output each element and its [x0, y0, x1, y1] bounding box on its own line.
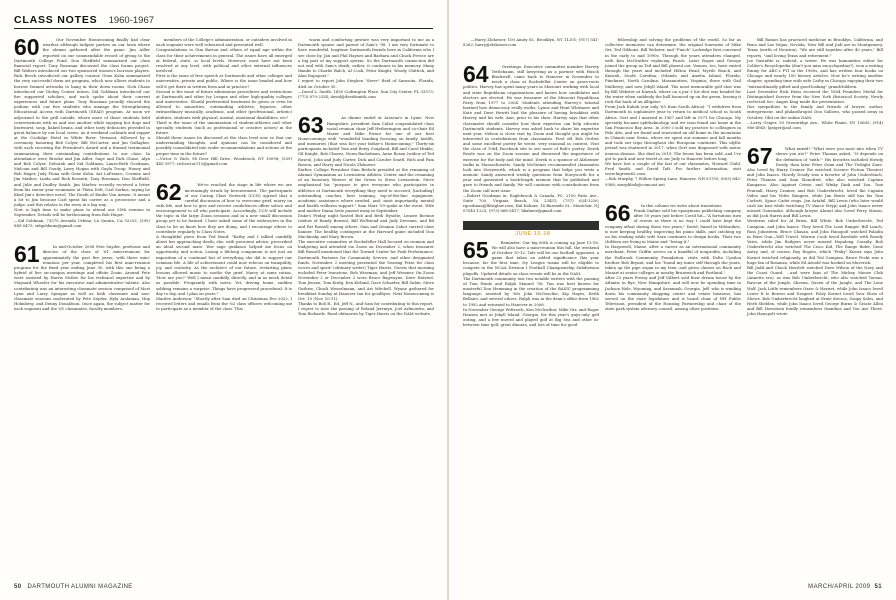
class-note-63: As dinner ended at Arizona's in Lyme, New Hampshire, president Sam Cabot congratulated class social reunion chair Jeff Hetherington and co-chair Ed Mazer and Mike Prince for one of our best Homecomings with "wonderful bonding focusing on family, health, and memories (that was for) your father's Homecoming." Thirty-six participants included Tom and Betsy Coupland, Bill and Carol Hinkle, Gil Knight, Bob Chavez, Norm Bachelman, Anne Rosen (widow of Ted Rosen), John and Judy Carter, Dick and Carolee Seattl, Rich and Pam Bowen, and Harry and Nicole Zlokower. Earlier, College President Sian Beilock presided at the renaming of Alumni Gymnasium as Lewinstein Athletic Center and the renaming of an honorary Weaver of the Green to Steve Lewinstein. Steve emphasized his "purpose to give everyone who participates in athletics at Dartmouth everything they need to succeed, [including] outstanding coaches, best training, top-of-the-line equipment, academic assistance where needed, and, most importantly, mental and health wellness support." Sam Marr '59 spoke at the event. Wife and mother Diana Seitz passed away in September. Duke's Friday night hosted Bob and Beth Hysolte, Lenore Boenne (widow of Randy Bowen), Bill Wellstead and Judy Devenne, and Bil and Pat Russell among others. Sam and Deanna Cabot carried class banner. The healthy contingent at the Harvard game included Don Muchinsky and Mary Brown. The executive committee at Rockefeller Hall focused on reunion and budgeting and attended via Zoom on December 2, when treasurer Bill Russell mentioned that the Toward Center for Peak Performance, Dartmouth Partners for Community Service, and other designated funds. November 2 meeting presented the Searing Prize for class voices and spirit! (obituary writer) Tiger Harris. Guests that morning included Peter Ivanstone, Bob Wiseman, and Jeff Wessner. On Zoom November 2 or December 2 were Bruce Bagwayne, Dave Hatsted, Tom Jensen, Tom Kralg, Ken Kirland, Dave Schaefer, Bill Subin, Steve Guthrie, Chuck Wesselmann, and Art Mitchell. Wyane gathered for breakfast Sunday at Hanover Inn for goodbyes. Next Homecoming is Oct. 10 (Nov. 10-11). Thanks to Bob B., Ed, Jeff N., and Sam for contributing to this report. I regret to note the passing of Roland Jerrmyn, Joel Arlinowitz, and Tom Richards. Read obituaries by Tiger Harris on the DAM website.: [298, 115, 434, 317]
reunion-label: REUNION: [483, 231, 513, 238]
class-number-66: 66: [605, 200, 631, 226]
left-page: [0, 0, 447, 600]
class-note-66-cont: Bill Ramos has practiced medicine in Brooklyn, California, and Reno and Las Vegas, Nevada. Now Bill and Judi are in Montgomery, Texas (north of Houston). "We are still together after 40 years," Bill reports, "and loving Texas and retirement." Joe Gustafite is, indeed, a writer. He was humanities editor for Collier's Encyclopedia (don't you miss encyclopedias?), won a writing Emmy for ABC's FYI in the 1980s, and has written four books on Chicago and nearly 100 history articles. Now he's writing another chapter, spending time with wife Cathy in Chicago enjoying their two "extraordinarily gifted and good-looking" grandchildren. Last December Rick Heiss received the 1804 Founders Medal for Distinguished Service from the New York Historical Society. Newly reelected Sec. Angus King made the presentation. Our sympathies to the family and friends of lawyer, author, entrepreneur, and philanthropist Don Gallows, who passed away in October. Obit on the online DAM. —Larry Geiger, 95 Greenridge Ave., White Plains, NY 10605; (914) 980-4945; lgeiger@aol.com: [747, 37, 883, 130]
class-number-65: 65: [463, 236, 489, 263]
column-1: [14, 32, 150, 564]
class-note-62-cont: warm and comforting gesture was very important to me as a Dartmouth spouse and parent of Sam's '98. I am very fortunate to have wonderful, longtime Dartmouth friends here in California who I see close by. Jan and Phil Haynes and Barbara and Chuck Preece are a big part of my support system. So the Dartmouth connection did not end with Sam's death; rather, it continues in his memory. Many thanks to Charlie Balch, Al Cook, Peter Knight, Woody Chittick, and Alan Rapoport." I regret to report John Stephen "Steve" Reid of Sarasota, Florida, died on October 30. —David L. Smith, 1850 Codrington Place, Sun City Center, FL 33573; (773) 870-2354; david@davidsmith.com: [298, 37, 434, 99]
section-title: CLASS NOTES: [14, 14, 98, 26]
column-2: [156, 32, 292, 564]
class-note-64: Greetings. Executive committee member Harvey Tettlebaum, still lawyering as a partner with Husch Blackwell, came back to Hanover in November to teach a class at Rockefeller Center on grass-roots politics. Harvey has spent many years in Missouri working with local and state Republican organizations and knows how candidates and electors are elected. He was treasurer of the Missouri Republican Party from 1977 to 2004. Students attending Harvey's tutorial learned how democracy really works. Lynne and Hunt Whitmore and Kate and Dave Hewitt had the pleasure of having breakfast with Harvey and his wife, Ann, prior to his class. Harvey says that other classmates should consider how their expertise can help educate Dartmouth students. Harvey was asked back to share his expertise next year. Nelson is close visit by Zoom and thought you might be interested in contributions from classmates. First off, Bob Gerlies and some excellent poetry he wrote, very seasonal in content. Visit the class of 1964 Facebook site to see more of Bob's poetry. Derek Bowle was on the Zoom session and discussed the importance of exercise for the body and the mind. Derek is a sponsor of Alzheimer walks in Massachusetts. Sandy McGinnes recommended classmates look into Storyworth, which is a program that helps you write a memoir. Sandy answered weekly questions from Storyworth for a year and generated a book-length memoir that he published and gave to friends and family. We will continue with contributions from the Zoom call next issue. —Robert Goodman in, Eaglebrook & Canada, PC, 2100 Patio Ave., Suite 700, Virginia Beach, VA 23451; (757) 624-3226; rgoodman@lbbsglaw.com; Hal Kahner, 14 Burnside St., Montclair, NJ 07043-1225; (973) 868-3417; hkahner@gmail.com: [463, 63, 599, 214]
left-footer: [14, 584, 133, 590]
class-note-60: Our November Homecoming finally had clear weather although tailgate parties on our lawn where the alumni gathered after the game. Jim Adler reported on our commendable record of giving to the Dartmouth College Fund. Don Sheffield summarized our class financial report. Tony Rossman discussed the class forum project. Bill Walters introduced our two sponsored women's lacrosse players. Rick Beech introduced our gallery curator. Gene Kohn summarized the very successful dorm art program, which now allows students to borrow framed artworks to hang in their dorm rooms. Dick Chase introduced our Dickey Center intern. Sid Goldman introduced our fire supported scholars, and each spoke about their current experiences and future plans. Tony Rossman proudly showed the podium with our five students who manage the Strengthening Educational Access with Dartmouth (SEAD) program. At noon we adjourned to the grill outside, where more of those students held conversations with us and one another while enjoying hot dogs and bratwurst, soup, baked beans, and other tasty delicacies provided in great balance by our local crews. As it weekend cocktails and supper at the Coolidge Hotel in White River, Vermont, followed by a ceremony honoring Bob Colyer, Bill McCarter, and Jim Gallagher, with each receiving the President's Award and a framed testimonial summarizing their outstanding contributions to our class. In attendance were Brooke and Jim Adler, Sage and Dick Chase, Alyn and Bob Colyer, Deborah and Sid Goldman, Laura-Beth Goodman, Malcom and Bill Goudy, Larry Hogan with Gayla Troup, Honey and Bob Hager, Judy Fiona with Gene Kohn, Art LaFrance, Corinne and Jim Mathes, Linda and Rick Rossetti, Tony Rossman, Don Sheffield, and Julie and Dudley Smith. Jim Marlow recently received a letter from his senior year roommate at Theta Delt, Carl Sarkus, saying he liked Jim's detective novel, The Death of Emilie Van Armen. It meant a lot to Jim because Carl spent his career as a prosecutor and a judge, and this relates to the story in a big way. Now is high time to make plans to attend our 55th reunion in September. Details will be forthcoming from Bob Hager. —Sid Goldman, 73575 Avenida Urbina, La Quinta, CA 92253; (395) 849-0475; sidgoldman@gmail.com: [14, 37, 150, 228]
right-footer: [808, 584, 882, 590]
class-note-62: We've reached the stage in life where we are increasingly struck by bereavement. The participants of our Caring Class Network (CCN) agreed that a careful discussion of how to overcome grief, marry on with life, and how to give and receive condolences offers solace and encouragement to all who participate. Accordingly, CCN will include the topic in the large Zoom sessions and in a new small discussion group yet to be formed. I have asked some of the widows/ers in the class to let us know how they are doing, and I encourage others to contribute regularly to Class Notes. A thoughtful piece from Ted Bond: "Kathy and I talked candidly about her approaching death; she, with prescient advice, prescribed an ideal second mate. Her sage guidance helped me focus on opportunity and action. Losing a lifelong companion is not just an imposition of a continual but of everything she did to support our common life. A life of achievement could now refocus on tranquility, joy, and curiosity. As the architect of our future, restarting piano lessons allowed music to soothe the grief. Marcy at some ration. 'How are you?' Well I mean candidly, directly, and in as much detail as possible. Frequently with notes. Yet, driving home, sudden sobbing remains a surprise. Things have progressed procedural: It is day to day, and I plan on years." Marilee Anderson: "Shortly after Sam died on Christmas Eve 2022, I received letters and emails from the '62 class officers welcoming me to participate as a member of the class. This: [156, 182, 292, 312]
class-number-63: 63: [298, 112, 324, 139]
class-note-65-cont: fellowship and solving the problems of the world. So far as collective memories can determine, the original foursome of Mike Orr, Ted Gibbons, Bill Webster, and "Punch" Lockridge first convened in the early to mid 1990s. Through the years attendees changed, with Ken McGruther replacing Punch. Later Roger and George joined the group as Ted and Bill phased out. Venues, too, have varied through the years and included Hilton Head, Myrtle Beach, and Kiawah, South Carolina; Orlando and Amelia Island, Florida; Pinehurst, North Carolina; Massanutten, Virginia; three with Gail Mulberry, and now Jekyll Island. The most memorable golf shot was by Bill Webster at Kiawah, where on a par 3 his shot was headed for the water when suddenly the ball bounced up on the green, leaving it rock the back of an alligator. From Jack Kubak (our only '65 from South Africa): "I withdrew from Dartmouth in sophomore year to return to medical school in South Africa. Gert and I married in 1967 and left in 1971 for Chicago. My specialty became ophthalmology, and we soon found our home in the San Francisco Bay Area. In 2000 I sold my practice to colleagues in Palo Alto, and we found and renovated an old home in the mountains in Chianti near Siena, where we spent our summer and fall months and took our trips throughout the European continent. This idyllic period was shattered in 2017, when Gert was diagnosed with motor neuron disease. She died in 2019. The house has been sold, and I've got to pack and now travel at our Judy to Hanover before long. We have lost a couple of the last of our classmates, Howard Child, Fred Smith, and David Taft. For further information, visit www.bigreen65.com. —Bob Murphy, 7 Willow Spring Lane, Hanover, NH 03755; (603) 643-9388; murphbob@comcast.net: [605, 37, 741, 187]
reunion-dates: JUNE 15-18: [515, 231, 551, 238]
class-number-60: 60: [14, 34, 40, 61]
column-6: [747, 32, 883, 564]
column-5: [605, 32, 741, 564]
class-number-62: 62: [156, 179, 182, 206]
class-note-61: In mid-October 2008 Pete Snyder, professor and director of the class of '61 mini-reunions for approximately the past five years, with three mini-reunions per year, completed his first mini-reunion program for the fixed year ending June 30, with this one being a hybrid of live on-campus meetings and offsite Zoom. Around Pete were assisted by Harris McKee for his technical expertise and by Maynard Wheeler for his executive and administrative talents. Also contributing was an interesting classmate session comprised of Mort Lynn and Larry Sprague as well as both classmate and non-classmate sessions moderated by Pete Snyder, Hyla Arslanian, Hop Holmberg, and Denny Donaldson. Once again, the subject matter for each segment and the '61 classmates, faculty members,: [14, 244, 152, 312]
class-note-67: What mixed? "What were you most into when TV shows you ate?" Peter Thomas asked, "It depends on the definition of 'sixth.'" His favorites included Howdy Doody, then later Peter Gunn and The Twilight Zone. Also loved by Harry Cramer (he watched Science Fiction Theater) and John Isaacs. Howdy Doody was a favorite of John Umberleach, Peter Thomas and Sam Slonofreit, who also watched Captain Kangaroo. Also Against Crime, and Winky Dink and You. Tom Pearsall, Harry Cramer, and Bob Umberbrecht, loved Ike Captain Video and his Video Rangers, while Jim Bents still has his Tom Corbett, Space Cadet rings. Jon Artabil, Bill Lewis (who later would cash his hair while watching TV dance Stryp) and John Isaacs never missed Gunsmoke, although lawyer Abraul also loved Perry Mason, as did Jack Harris and Bill Lewis. Westerns ruled for Al Brien, Bill White, Bob Umberbrecht, Ted Campion, and John Isaacs. They loved The Lone Ranger. Bill Lunch, Ross Johnsteen, Bruce Chasan, and John Hanopolt watched Paladin in Have Gun—Will Travel. Warren Cook loved Rawhide with Rowdy Yates, while Jim Rodgers never missed Hopalong Cassidy. Bob Umberbrecht also watched The Cisco Kid, The Range Rider, Gene Autry, and, of course, Roy Rogers, which "Pinky" Kirner says John Kornet watched religiously, as did Ted Campion. Bruce Peckt was a huge fan of Bonanza, while Ed Arnold was hooked on Maverick. Bill Judd and Chuck Hesslett watched Dave Wilson of the Navy and the Coast Guard. ...and were fans of The Mickey Mouse Club (Annette era), as was Bob Umberbrecht, who also watched Tarzan, Rawcar of the Jungle, Sheena, Queen of the Jungle, and The Lone Wolf. Jack Little remembers Ozzie & Harriet, while John Isaacs loved Leave It to Beaver and Dragnet. Foley Kornet loved Your Show of Shows. Bob Umberbrecht laughed at Ernie Kovacs, Soupy Sales, and Herb Shelden, while John Isaacs loved George Burns & Gracie Allen and Bill Hornstein fondly remembers Omnibus and You Are There. John Hanopolt wrote: [747, 146, 883, 317]
section-years: 1960-1967: [108, 15, 155, 26]
class-note-61-cont: members of the College's administration, or outsiders involved in each segment were well rehearsed and presented well. Congratulations to Gim Barton and others of equal age within the class for their achievements in general. The issues have all emerged at federal, state, or local levels. However, most have not been resolved at any level, with political and other external influences involved. First is the issue of free speech at Dartmouth and other colleges and universities, private and public. Where is the issue headed and how will it get there in written form and in practice? Second is the issue of future admissions procedures and restrictions at Dartmouth and other Ivy League and other high-quality colleges and universities. Should preferential treatment be given or even be allowed to minorities, outstanding athletes, legacies, other extraordinary musically, academic, and other (professional, artistic) abilities, students with physical, mental, emotional disabilities, etc? Third is the issue of the unionization of student-athletes and other specialty students (such as professional or creative actors) in the future. Should these issues be discussed at the class level now so that our understanding thoughts, and opinions can be considered and possibly consolidated into wider recommendations and actions at the proper time in the future? —Victor G. Rich, 94 Deer Hill Drive, Woodstock, NY 10098; (539) 445-3977; richvictor113@gmail.com: [156, 37, 292, 166]
class-number-64: 64: [463, 60, 489, 87]
left-page-number: 50: [14, 584, 22, 590]
magazine-name: DARTMOUTH ALUMNI MAGAZINE: [27, 584, 133, 590]
column-3: [298, 32, 434, 564]
class-number-61: 61: [14, 241, 40, 268]
issue-date: MARCH/APRIL 2009: [808, 584, 871, 590]
class-note-63-contact: —Harry Zlokower, 100 Amity St., Brooklyn, NY 11201; (917) 541-8262; harry@zlokower.com: [463, 37, 599, 48]
class-number-67: 67: [747, 143, 773, 170]
column-4: [463, 32, 599, 564]
page-header: [14, 8, 433, 29]
right-page: [449, 0, 896, 600]
right-page-number: 51: [874, 584, 882, 590]
class-note-66: In this column we write about transitions. Frank Ondine sold his eponymous publishing company after 50 years just before Covid hit—"A fortuitous turn of events as there is no way I could have kept the company afloat during those two years," David, based in Milwaukee, is now keeping healthy, improving his piano skills, and catching up on his reading while wife Sara continues to design books. Their two children are living in Maine and "loving it." In Harpswell, Maine, after a career as an international community merchant, Peter Griffin serves on a handful of nonprofits, including the Holbrook Community Foundation, visits with Delta Upsilon brother Bob Bryant, and his "found my inner self through the years, taken up the pipe organ in my teen, and given classes on Bach and Mozart at senior colleges in nearby Brunswick and Portland." After 22 years Pressy and Jeff Gilbert sold their dream house by the Atlantic in Rye, New Hampshire, and will now be spending time in Jackson Hole, Wyoming, and Savannah, Georgia. Jeff, who is winding down his community shopping center and estate business, has served on the state legislature and is board chair of NH Public Television, president of the Housing Partnership and chair of the state park system advisory council, among other positions.: [605, 203, 741, 312]
reunion-banner: [463, 221, 599, 238]
class-note-65: Reminder: Our big 60th is coming up June 15-18. We will also have a mini-reunion this fall, the weekend of October 10-12. Tale will be our football opponent, a game that takes on added significance this year because, for the first time, Ivy League teams will be eligible to compete in the NCAA Division I Football Championship Subdivision playoffs. Updated details on class events will be in the DAM. The Dartmouth community lost two notable writers with the passing of Tom Hunts and Ralph Manuel '58. Tim was best known for masterful Don Hemming in the creation of the BASIC programming language, assisted by '65s John McGeachie, Kip Hayes, Keith Bellairs, and several others. Ralph was in the dean's office from 1962 to 1982 and returned to Hanover in 2008. In November George Wittreich, Ken McGruther, Mike Orr, and Roger Hansen met at Jekyll Island, Georgia, for this year's guys-only golf outing, and a few moved and played golf at Big Sea and other in-between time golf, great dinners, and lots of time for good: [463, 239, 599, 328]
